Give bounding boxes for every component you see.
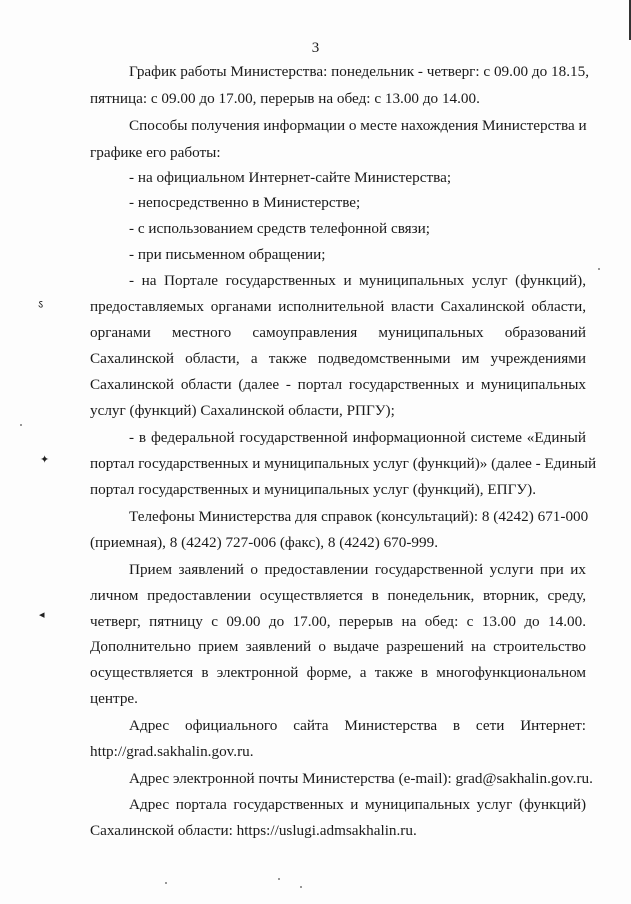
paragraph-line: Сахалинской области: https://uslugi.admsakhalin.ru.	[90, 822, 417, 839]
paragraph-line: Сахалинской области (далее - портал государственных и муниципальных	[90, 376, 586, 393]
scan-speck	[598, 268, 600, 270]
list-item: - в федеральной государственной информационной системе «Единый	[129, 429, 586, 446]
list-item: - на официальном Интернет-сайте Министерства;	[129, 169, 452, 186]
list-item: - при письменном обращении;	[129, 246, 326, 263]
paragraph-line: портал государственных и муниципальных услуг (функций)» (далее - Единый	[90, 455, 597, 472]
paragraph-line: услуг (функций) Сахалинской области, РПГУ);	[90, 402, 395, 419]
page-number: 3	[311, 40, 320, 56]
paragraph-line: четверг, пятницу с 09.00 до 17.00, перерыв на обед: с 13.00 до 14.00.	[90, 613, 586, 630]
paragraph-line: Адрес официального сайта Министерства в сети Интернет:	[129, 717, 586, 734]
paragraph-line: органами местного самоуправления муниципальных образований	[90, 324, 586, 341]
scan-mark-icon: ◂	[39, 609, 45, 621]
paragraph-line: портал государственных и муниципальных услуг (функций), ЕПГУ).	[90, 481, 536, 498]
paragraph-line: центре.	[90, 690, 138, 707]
scan-speck	[20, 424, 22, 426]
paragraph-line: Способы получения информации о месте нахождения Министерства и	[129, 117, 587, 134]
scan-speck	[278, 878, 280, 880]
scan-mark-icon: ऽ	[38, 299, 44, 311]
list-item: - с использованием средств телефонной связи;	[129, 220, 430, 237]
paragraph-line: предоставляемых органами исполнительной власти Сахалинской области,	[90, 298, 586, 315]
paragraph-line: Телефоны Министерства для справок (консультаций): 8 (4242) 671-000	[129, 508, 589, 525]
paragraph-line: Дополнительно прием заявлений о выдаче разрешений на строительство	[90, 638, 586, 655]
scan-speck	[300, 886, 302, 888]
scan-mark-icon: ✦	[40, 454, 50, 466]
paragraph-line: http://grad.sakhalin.gov.ru.	[90, 743, 254, 760]
list-item: - на Портале государственных и муниципальных услуг (функций),	[129, 272, 586, 289]
paragraph-line: графике его работы:	[90, 144, 221, 161]
paragraph-line: Прием заявлений о предоставлении государственной услуги при их	[129, 561, 586, 578]
paragraph-line: График работы Министерства: понедельник - четверг: с 09.00 до 18.15,	[129, 63, 590, 80]
paragraph-line: Адрес портала государственных и муниципальных услуг (функций)	[129, 796, 586, 813]
scan-speck	[165, 882, 167, 884]
paragraph-line: Адрес электронной почты Министерства (e-mail): grad@sakhalin.gov.ru.	[129, 770, 593, 787]
paragraph-line: пятница: с 09.00 до 17.00, перерыв на обед: с 13.00 до 14.00.	[90, 90, 480, 107]
paragraph-line: личном предоставлении осуществляется в понедельник, вторник, среду,	[90, 587, 586, 604]
paragraph-line: (приемная), 8 (4242) 727-006 (факс), 8 (4242) 670-999.	[90, 534, 438, 551]
paragraph-line: Сахалинской области, а также подведомственными им учреждениями	[90, 350, 586, 367]
list-item: - непосредственно в Министерстве;	[129, 194, 361, 211]
paragraph-line: осуществляется в электронной форме, а также в многофункциональном	[90, 664, 586, 681]
